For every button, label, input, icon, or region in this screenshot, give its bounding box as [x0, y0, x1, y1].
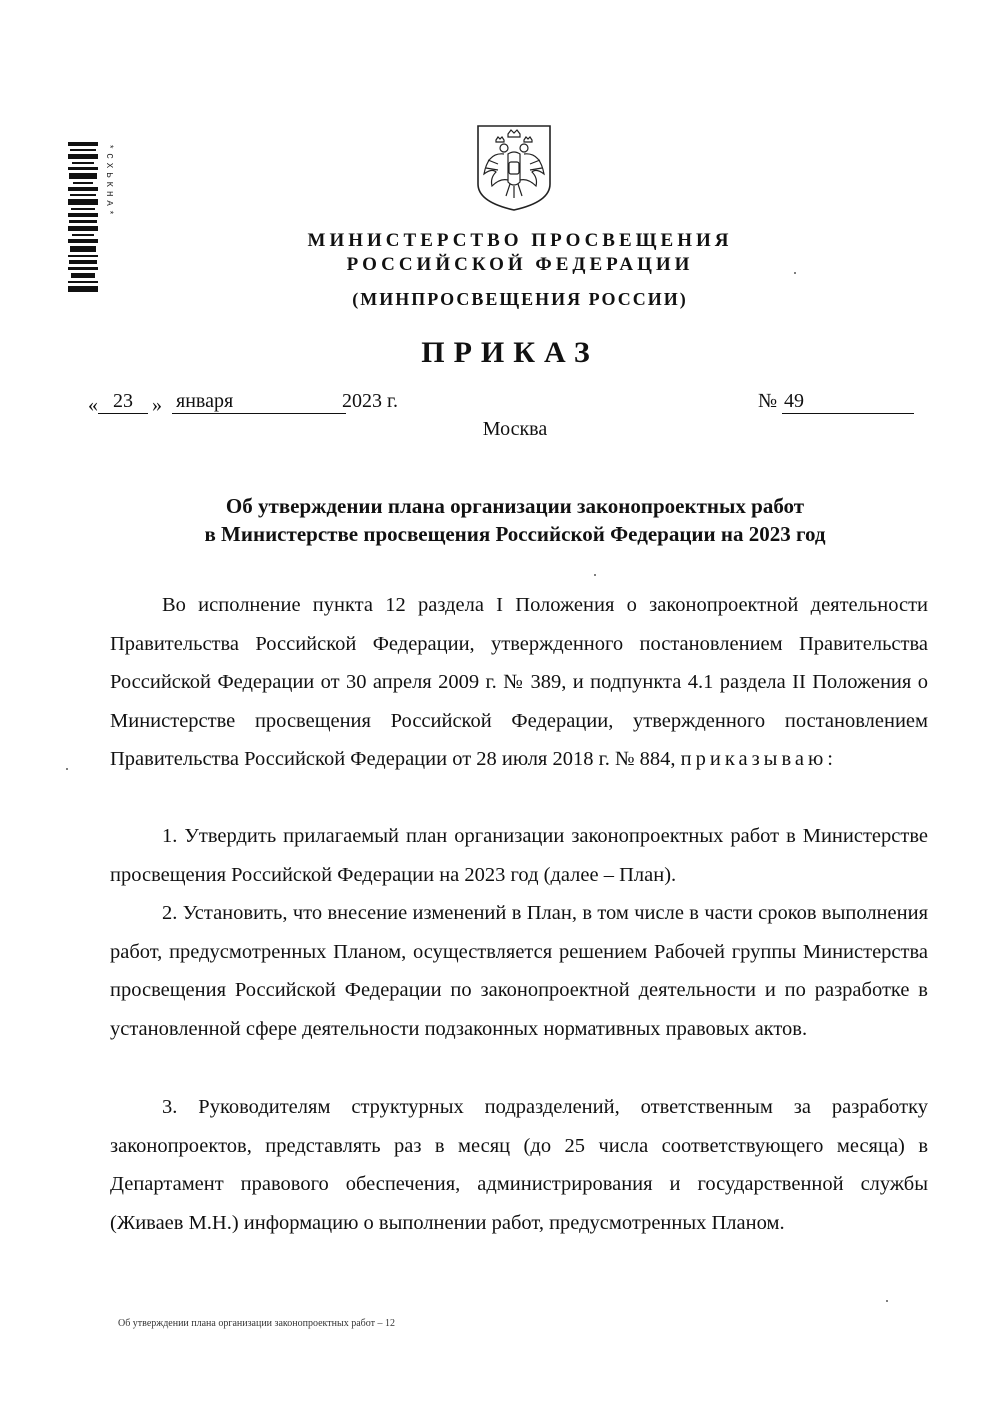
paragraph-preamble — [110, 586, 928, 779]
barcode — [68, 142, 98, 292]
date-month: января — [172, 390, 346, 414]
doc-type-title: ПРИКАЗ — [421, 336, 599, 369]
date-day: 23 — [98, 390, 148, 414]
footer-note: Об утверждении плана организации законопроектных работ – 12 — [118, 1318, 395, 1329]
city: Москва — [482, 418, 548, 440]
date-quote-close: » — [152, 394, 162, 416]
ministry-name-country: РОССИЙСКОЙ ФЕДЕРАЦИИ — [346, 254, 694, 275]
item-1-text: 1. Утвердить прилагаемый план организации законопроектных работ в Министерстве просвещения Российской Федерации на 2023 год (далее – План). — [110, 825, 928, 886]
paragraph-item-3 — [110, 1088, 928, 1242]
order-word: приказываю: — [680, 748, 837, 771]
date-quote-open: « — [88, 394, 98, 416]
order-number: 49 — [782, 390, 914, 414]
scan-speck — [594, 574, 596, 576]
number-label: № — [758, 390, 778, 412]
scan-speck — [886, 1300, 888, 1302]
doc-title-line-2: в Министерстве просвещения Российской Федерации на 2023 год — [204, 522, 826, 546]
date-year: 2023 г. — [342, 390, 398, 412]
preamble-text: Во исполнение пункта 12 раздела I Положения о законопроектной деятельности Правительства Российской Федерации, утвержденного постановлением Правительства Российской Федерации от 30 апреля 2009 г. № 389, и подпункта 4.1 раздела II Положения о Министерстве просвещения Российской Федерации, утвержденного постановлением Правительства Российской Федерации от 28 июля 2018 г. № 884, — [110, 594, 928, 771]
scan-speck — [794, 272, 796, 274]
doc-title-line-1: Об утверждении плана организации законопроектных работ — [225, 494, 805, 518]
item-2-text: 2. Установить, что внесение изменений в План, в том числе в части сроков выполнения работ, предусмотренных Планом, осуществляется решением Рабочей группы Министерства просвещения Российской Федерации по законопроектной деятельности и по разработке в установленной сфере деятельности подзаконных нормативных правовых актов. — [110, 902, 928, 1040]
paragraph-item-2 — [110, 894, 928, 1048]
paragraph-item-1 — [110, 817, 928, 894]
item-3-text: 3. Руководителям структурных подразделений, ответственным за разработку законопроектов, представлять раз в месяц (до 25 числа соответствующего месяца) в Департамент правового обеспечения, администрирования и государственной службы (Живаев М.Н.) информацию о выполнении работ, предусмотренных Планом. — [110, 1096, 928, 1234]
ministry-short-name: (МИНПРОСВЕЩЕНИЯ РОССИИ) — [352, 289, 688, 309]
scan-speck — [66, 768, 68, 770]
ministry-name: МИНИСТЕРСТВО ПРОСВЕЩЕНИЯ — [307, 230, 733, 251]
barcode-code: *СХЬКНА* — [104, 144, 114, 220]
coat-of-arms-icon — [474, 124, 554, 212]
